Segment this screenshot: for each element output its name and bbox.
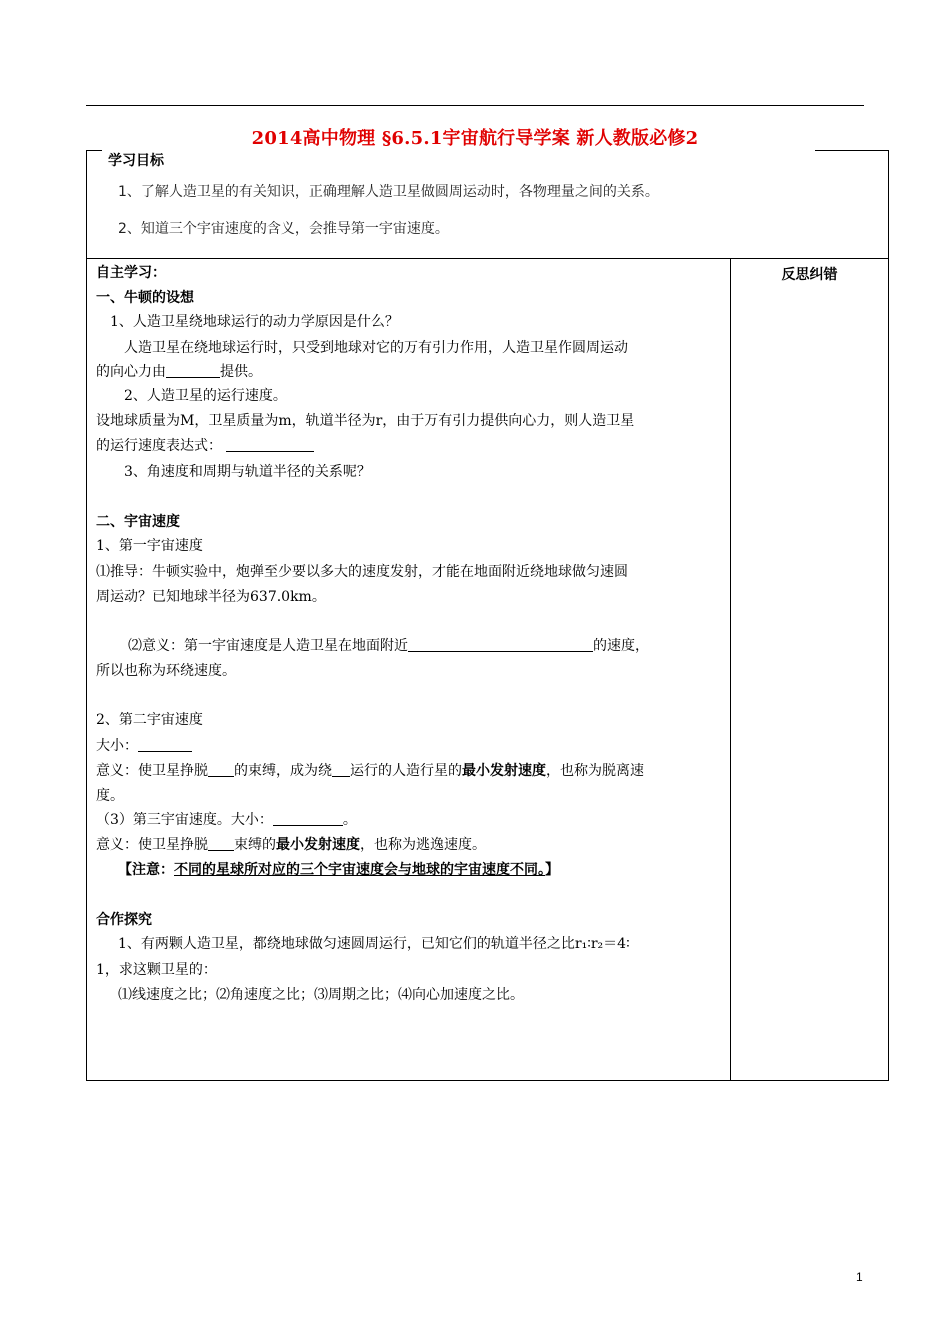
self-study-heading: 自主学习：	[96, 265, 166, 281]
cooperation-question-line-1: 1、有两颗人造卫星，都绕地球做匀速圆周运行，已知它们的轨道半径之比r₁∶r₂＝4∶	[118, 936, 630, 952]
blank-orbit-center[interactable]	[332, 762, 350, 777]
blank-velocity-expression[interactable]	[226, 437, 314, 452]
second-velocity-meaning: 意义：使卫星挣脱 的束缚，成为绕 运行的人造行星的最小发射速度，也称为脱离速	[96, 763, 644, 779]
cooperation-question-line-2: 1，求这颗卫星的：	[96, 962, 217, 978]
blank-first-velocity-meaning[interactable]	[408, 637, 593, 652]
important-note: 【注意：不同的星球所对应的三个宇宙速度会与地球的宇宙速度不同。】	[118, 862, 559, 878]
objectives-heading: 学习目标	[108, 153, 164, 169]
question-1: 1、人造卫星绕地球运行的动力学原因是什么？	[110, 314, 399, 330]
objective-item-1: 1、了解人造卫星的有关知识，正确理解人造卫星做圆周运动时，各物理量之间的关系。	[118, 184, 659, 200]
derivation-line-2: 周运动？已知地球半径为637.0km。	[96, 589, 326, 605]
answer-2-line-1: 设地球质量为M，卫星质量为m，轨道半径为r，由于万有引力提供向心力，则人造卫星	[96, 413, 635, 429]
section-cosmic-velocity-heading: 二、宇宙速度	[96, 514, 180, 530]
blank-third-velocity-size[interactable]	[273, 811, 343, 826]
answer-2-line-2: 的运行速度表达式：	[96, 436, 314, 456]
blank-escape-body[interactable]	[208, 762, 234, 777]
meaning-line-1: ⑵意义：第一宇宙速度是人造卫星在地面附近 的速度，	[128, 638, 649, 654]
second-velocity-size: 大小：	[96, 736, 192, 756]
question-3: 3、角速度和周期与轨道半径的关系呢？	[124, 464, 371, 480]
cooperation-heading: 合作探究	[96, 912, 152, 928]
first-cosmic-velocity-heading: 1、第一宇宙速度	[96, 538, 203, 554]
third-cosmic-velocity-size: （3）第三宇宙速度。大小： 。	[96, 812, 357, 828]
reflection-column-heading: 反思纠错	[781, 267, 838, 283]
blank-second-velocity-size[interactable]	[138, 737, 192, 752]
third-velocity-meaning: 意义：使卫星挣脱 束缚的最小发射速度，也称为逃逸速度。	[96, 837, 486, 853]
question-2: 2、人造卫星的运行速度。	[124, 388, 287, 404]
objectives-box-top-right	[815, 150, 889, 151]
header-rule	[86, 105, 864, 106]
blank-centripetal-source[interactable]	[166, 363, 220, 378]
section-newton-heading: 一、牛顿的设想	[96, 290, 194, 306]
blank-third-escape-body[interactable]	[208, 836, 234, 851]
second-velocity-meaning-line-2: 度。	[96, 788, 124, 804]
second-cosmic-velocity-heading: 2、第二宇宙速度	[96, 712, 203, 728]
answer-1-line-1: 人造卫星在绕地球运行时，只受到地球对它的万有引力作用，人造卫星作圆周运动	[124, 340, 628, 356]
cooperation-question-line-3: ⑴线速度之比；⑵角速度之比；⑶周期之比；⑷向心加速度之比。	[118, 987, 524, 1003]
objectives-box-top-left	[86, 150, 102, 151]
objective-item-2: 2、知道三个宇宙速度的含义，会推导第一宇宙速度。	[118, 221, 449, 237]
table-column-divider	[730, 258, 731, 1081]
objectives-box	[86, 150, 889, 258]
document-title: 2014高中物理 §6.5.1宇宙航行导学案 新人教版必修2	[251, 128, 699, 149]
meaning-line-2: 所以也称为环绕速度。	[96, 663, 236, 679]
derivation-line-1: ⑴推导：牛顿实验中，炮弹至少要以多大的速度发射，才能在地面附近绕地球做匀速圆	[96, 564, 628, 580]
page-number: 1	[856, 1270, 863, 1284]
answer-1-line-2: 的向心力由 提供。	[96, 364, 262, 380]
